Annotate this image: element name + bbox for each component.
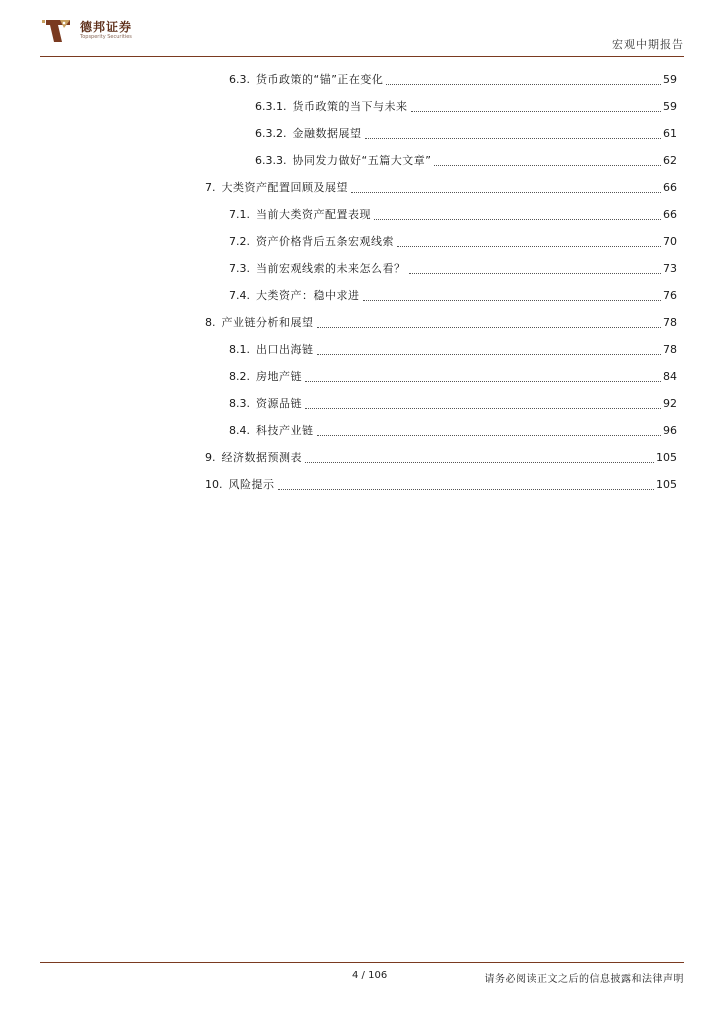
toc-entry-page: 78: [663, 315, 677, 329]
toc-entry-title: 风险提示: [228, 477, 275, 491]
report-type-label: 宏观中期报告: [612, 38, 684, 51]
company-logo: [40, 14, 136, 48]
toc-entry-number: 7.: [205, 180, 216, 194]
legal-disclaimer: 请务必阅读正文之后的信息披露和法律声明: [484, 974, 684, 985]
toc-entry-number: 8.4.: [229, 423, 250, 437]
toc-entry-number: 8.: [205, 315, 216, 329]
toc-dot-leader: [278, 488, 655, 490]
logo-mark-icon: [40, 16, 76, 46]
toc-entry-page: 66: [663, 207, 677, 221]
page-header: [40, 14, 684, 56]
toc-entry-title: 当前大类资产配置表现: [256, 207, 371, 221]
toc-dot-leader: [434, 164, 661, 166]
header-divider: [40, 56, 684, 57]
toc-entry-title: 房地产链: [256, 369, 302, 383]
page-number: 4 / 106: [352, 970, 388, 981]
toc-entry[interactable]: [205, 282, 677, 309]
toc-entry[interactable]: [205, 363, 677, 390]
toc-dot-leader: [365, 137, 662, 139]
logo-text: 德邦证券: [80, 20, 133, 34]
toc-entry-page: 70: [663, 234, 677, 248]
toc-entry-title: 协同发力做好“五篇大文章”: [292, 153, 432, 167]
toc-entry-page: 105: [656, 450, 677, 464]
toc-entry-title: 资源品链: [256, 396, 302, 410]
toc-entry-page: 66: [663, 180, 677, 194]
toc-entry-page: 62: [663, 153, 677, 167]
toc-dot-leader: [397, 245, 661, 247]
toc-entry-number: 9.: [205, 450, 216, 464]
toc-entry-page: 84: [663, 369, 677, 383]
toc-dot-leader: [363, 299, 662, 301]
toc-entry[interactable]: [205, 444, 677, 471]
toc-entry[interactable]: [205, 471, 677, 498]
toc-entry-title: 大类资产：稳中求进: [256, 288, 360, 302]
toc-entry[interactable]: [205, 66, 677, 93]
toc-entry-title: 货币政策的当下与未来: [292, 99, 408, 113]
toc-dot-leader: [411, 110, 662, 112]
toc-entry-title: 出口出海链: [256, 342, 314, 356]
toc-entry-title: 产业链分析和展望: [221, 315, 314, 329]
toc-dot-leader: [305, 380, 661, 382]
footer-divider: [40, 962, 684, 963]
toc-dot-leader: [374, 218, 661, 220]
toc-entry[interactable]: [205, 120, 677, 147]
toc-entry-page: 59: [663, 72, 677, 86]
toc-dot-leader: [351, 191, 661, 193]
toc-dot-leader: [305, 461, 654, 463]
toc-dot-leader: [409, 272, 662, 274]
toc-entry[interactable]: [205, 309, 677, 336]
toc-entry-number: 6.3.2.: [255, 126, 287, 140]
toc-entry-number: 10.: [205, 477, 223, 491]
toc-entry-page: 78: [663, 342, 677, 356]
toc-entry-number: 7.3.: [229, 261, 250, 275]
toc-entry-page: 76: [663, 288, 677, 302]
toc-entry-title: 科技产业链: [256, 423, 314, 437]
toc-entry-page: 61: [663, 126, 677, 140]
toc-entry-number: 7.2.: [229, 234, 250, 248]
toc-entry[interactable]: [205, 93, 677, 120]
toc-entry-page: 73: [663, 261, 677, 275]
toc-entry-number: 6.3.1.: [255, 99, 287, 113]
toc-entry-number: 7.4.: [229, 288, 250, 302]
toc-entry[interactable]: [205, 255, 677, 282]
toc-dot-leader: [386, 83, 661, 85]
toc-dot-leader: [305, 407, 661, 409]
toc-entry[interactable]: [205, 336, 677, 363]
toc-entry-page: 92: [663, 396, 677, 410]
toc-entry-title: 金融数据展望: [292, 126, 362, 140]
toc-entry-number: 6.3.: [229, 72, 250, 86]
toc-dot-leader: [317, 434, 662, 436]
toc-entry-title: 当前宏观线索的未来怎么看？: [256, 261, 406, 275]
toc-entry-title: 大类资产配置回顾及展望: [221, 180, 348, 194]
toc-dot-leader: [317, 326, 662, 328]
toc-entry-number: 8.1.: [229, 342, 250, 356]
toc-entry-title: 经济数据预测表: [221, 450, 302, 464]
toc-entry-number: 8.2.: [229, 369, 250, 383]
toc-entry-page: 96: [663, 423, 677, 437]
toc-entry-page: 59: [663, 99, 677, 113]
table-of-contents: [205, 66, 677, 498]
toc-entry-number: 7.1.: [229, 207, 250, 221]
logo-subtext: Topsperity Securities: [80, 34, 132, 40]
toc-entry[interactable]: [205, 228, 677, 255]
toc-entry[interactable]: [205, 390, 677, 417]
toc-entry-page: 105: [656, 477, 677, 491]
toc-entry[interactable]: [205, 417, 677, 444]
toc-entry[interactable]: [205, 147, 677, 174]
toc-entry-number: 6.3.3.: [255, 153, 287, 167]
toc-dot-leader: [317, 353, 662, 355]
toc-entry-title: 货币政策的“锚”正在变化: [256, 72, 384, 86]
toc-entry[interactable]: [205, 201, 677, 228]
toc-entry-title: 资产价格背后五条宏观线索: [256, 234, 394, 248]
toc-entry[interactable]: [205, 174, 677, 201]
toc-entry-number: 8.3.: [229, 396, 250, 410]
